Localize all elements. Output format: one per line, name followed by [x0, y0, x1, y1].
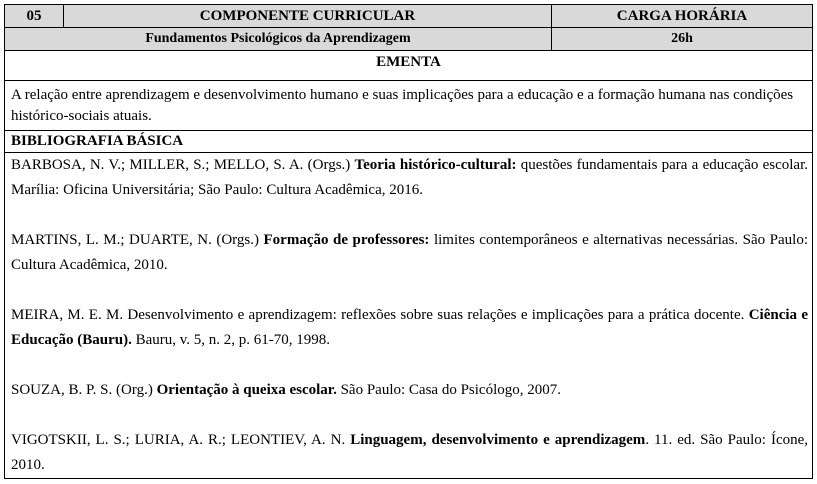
- reference-title: Orientação à queixa escolar.: [156, 382, 337, 398]
- reference-details: limites contemporâneos e alternativas necessárias. São Paulo: Cultura Acadêmica, 2010.: [11, 232, 808, 273]
- reference-authors: BARBOSA, N. V.; MILLER, S.; MELLO, S. A. (Orgs.): [11, 157, 355, 173]
- course-row: [5, 28, 813, 51]
- reference-title: Linguagem, desenvolvimento e aprendizagem: [350, 432, 646, 448]
- bibliografia-list: [5, 153, 813, 479]
- componente-curricular-header: COMPONENTE CURRICULAR: [64, 5, 552, 28]
- course-hours: 26h: [552, 28, 813, 51]
- ementa-text: A relação entre aprendizagem e desenvolvimento humano e suas implicações para a educação e a formação humana nas condições histórico-sociais atuais.: [5, 81, 813, 131]
- reference-authors: MEIRA, M. E. M. Desenvolvimento e aprendizagem: reflexões sobre suas relações e implicações para a prática docente.: [11, 307, 749, 323]
- carga-horaria-header: CARGA HORÁRIA: [552, 5, 813, 28]
- course-table-container: [4, 4, 813, 479]
- reference-details: . 11. ed. São Paulo: Ícone, 2010.: [11, 432, 809, 473]
- reference-title: Ciência e Educação (Bauru).: [11, 307, 809, 348]
- ementa-text-row: [5, 81, 813, 131]
- reference-item: [11, 378, 808, 403]
- ementa-title-row: [5, 51, 813, 81]
- header-row: [5, 5, 813, 28]
- course-table: [4, 4, 813, 479]
- ementa-title: EMENTA: [5, 51, 813, 81]
- reference-authors: SOUZA, B. P. S. (Org.): [11, 382, 157, 398]
- reference-details: Bauru, v. 5, n. 2, p. 61-70, 1998.: [131, 332, 331, 348]
- reference-item: [11, 303, 808, 353]
- reference-item: [11, 153, 808, 203]
- reference-item: [11, 228, 808, 278]
- bibliografia-title-row: [5, 131, 813, 153]
- bibliografia-title: BIBLIOGRAFIA BÁSICA: [5, 131, 813, 153]
- reference-authors: MARTINS, L. M.; DUARTE, N. (Orgs.): [11, 232, 264, 248]
- component-number: 05: [5, 5, 64, 28]
- reference-details: São Paulo: Casa do Psicólogo, 2007.: [336, 382, 562, 398]
- reference-details: questões fundamentais para a educação escolar. Marília: Oficina Universitária; São Paulo: Cultura Acadêmica, 2016.: [11, 157, 808, 198]
- reference-title: Formação de professores:: [263, 232, 430, 248]
- reference-authors: VIGOTSKII, L. S.; LURIA, A. R.; LEONTIEV, A. N.: [11, 432, 351, 448]
- reference-title: Teoria histórico-cultural:: [354, 157, 517, 173]
- bibliografia-row: [5, 153, 813, 479]
- course-name: Fundamentos Psicológicos da Aprendizagem: [5, 28, 552, 51]
- reference-item: [11, 428, 808, 478]
